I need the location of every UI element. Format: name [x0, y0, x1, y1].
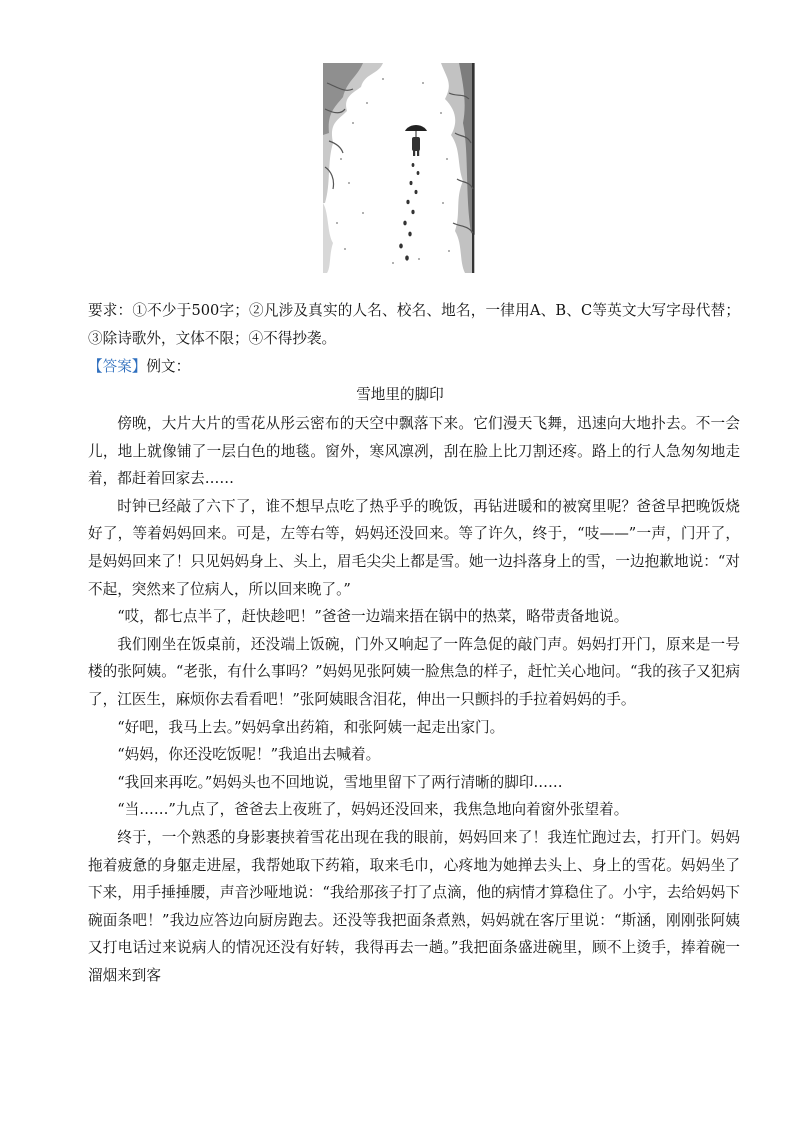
essay-paragraph: “妈妈，你还没吃饭呢！”我追出去喊着。 [117, 746, 381, 764]
answer-tag: 【答案】 [88, 358, 147, 375]
essay-paragraph: “好吧，我马上去。”妈妈拿出药箱，和张阿姨一起走出家门。 [117, 718, 505, 736]
essay-paragraph: 终于，一个熟悉的身影裹挟着雪花出现在我的眼前，妈妈回来了！我连忙跑过去，打开门。妈妈拖着疲惫的身躯走进屋，我帮她取下药箱，取来毛巾，心疼地为她掸去头上、身上的雪花。妈妈坐了下来，用手捶捶腰，声音沙哑地说：“我给那孩子打了点滴，他的病情才算稳住了。小宇，去给妈妈下碗面条吧！”我边应答边向厨房跑去。还没等我把面条煮熟，妈妈就在客厅里说：“斯涵，刚刚张阿姨又打电话过来说病人的情况还没有好转，我得再去一趟。”我把面条盛进碗里，顾不上烫手，捧着碗一溜烟来到客 [88, 828, 740, 984]
answer-label: 例文： [146, 358, 191, 375]
essay-paragraph: 傍晚，大片大片的雪花从彤云密布的天空中飘落下来。它们漫天飞舞，迅速向大地扑去。不一会儿，地上就像铺了一层白色的地毯。窗外，寒风凛冽，刮在脸上比刀割还疼。路上的行人急匆匆地走着，都赶着回家去…… [88, 415, 740, 488]
essay-body [88, 410, 740, 989]
writing-requirements: 要求：①不少于500字；②凡涉及真实的人名、校名、地名，一律用A、B、C等英文大写字母代替；③除诗歌外，文体不限；④不得抄袭。 [88, 302, 740, 347]
essay-title: 雪地里的脚印 [356, 386, 444, 403]
essay-paragraph: “我回来再吃。”妈妈头也不回地说，雪地里留下了两行清晰的脚印…… [117, 773, 563, 791]
essay-paragraph: “当……”九点了，爸爸去上夜班了，妈妈还没回来，我焦急地向着窗外张望着。 [117, 801, 629, 819]
essay-paragraph: “哎，都七点半了，赶快趁吧！”爸爸一边端来捂在锅中的热菜，略带责备地说。 [117, 608, 629, 626]
snow-footprints-illustration [323, 63, 475, 273]
essay-paragraph: 我们刚坐在饭桌前，还没端上饭碗，门外又响起了一阵急促的敲门声。妈妈打开门，原来是一号楼的张阿姨。“老张，有什么事吗？”妈妈见张阿姨一脸焦急的样子，赶忙关心地问。“我的孩子又犯病了，江医生，麻烦你去看看吧！”张阿姨眼含泪花，伸出一只颤抖的手拉着妈妈的手。 [88, 635, 740, 708]
answer-header [88, 355, 190, 379]
essay-paragraph: 时钟已经敲了六下了，谁不想早点吃了热乎乎的晚饭，再钻进暖和的被窝里呢？爸爸早把晚饭烧好了，等着妈妈回来。可是，左等右等，妈妈还没回来。等了许久，终于，“吱——”一声，门开了，是妈妈回来了！只见妈妈身上、头上，眉毛尖尖上都是雪。她一边抖落身上的雪，一边抱歉地说：“对不起，突然来了位病人，所以回来晚了。” [88, 497, 740, 598]
